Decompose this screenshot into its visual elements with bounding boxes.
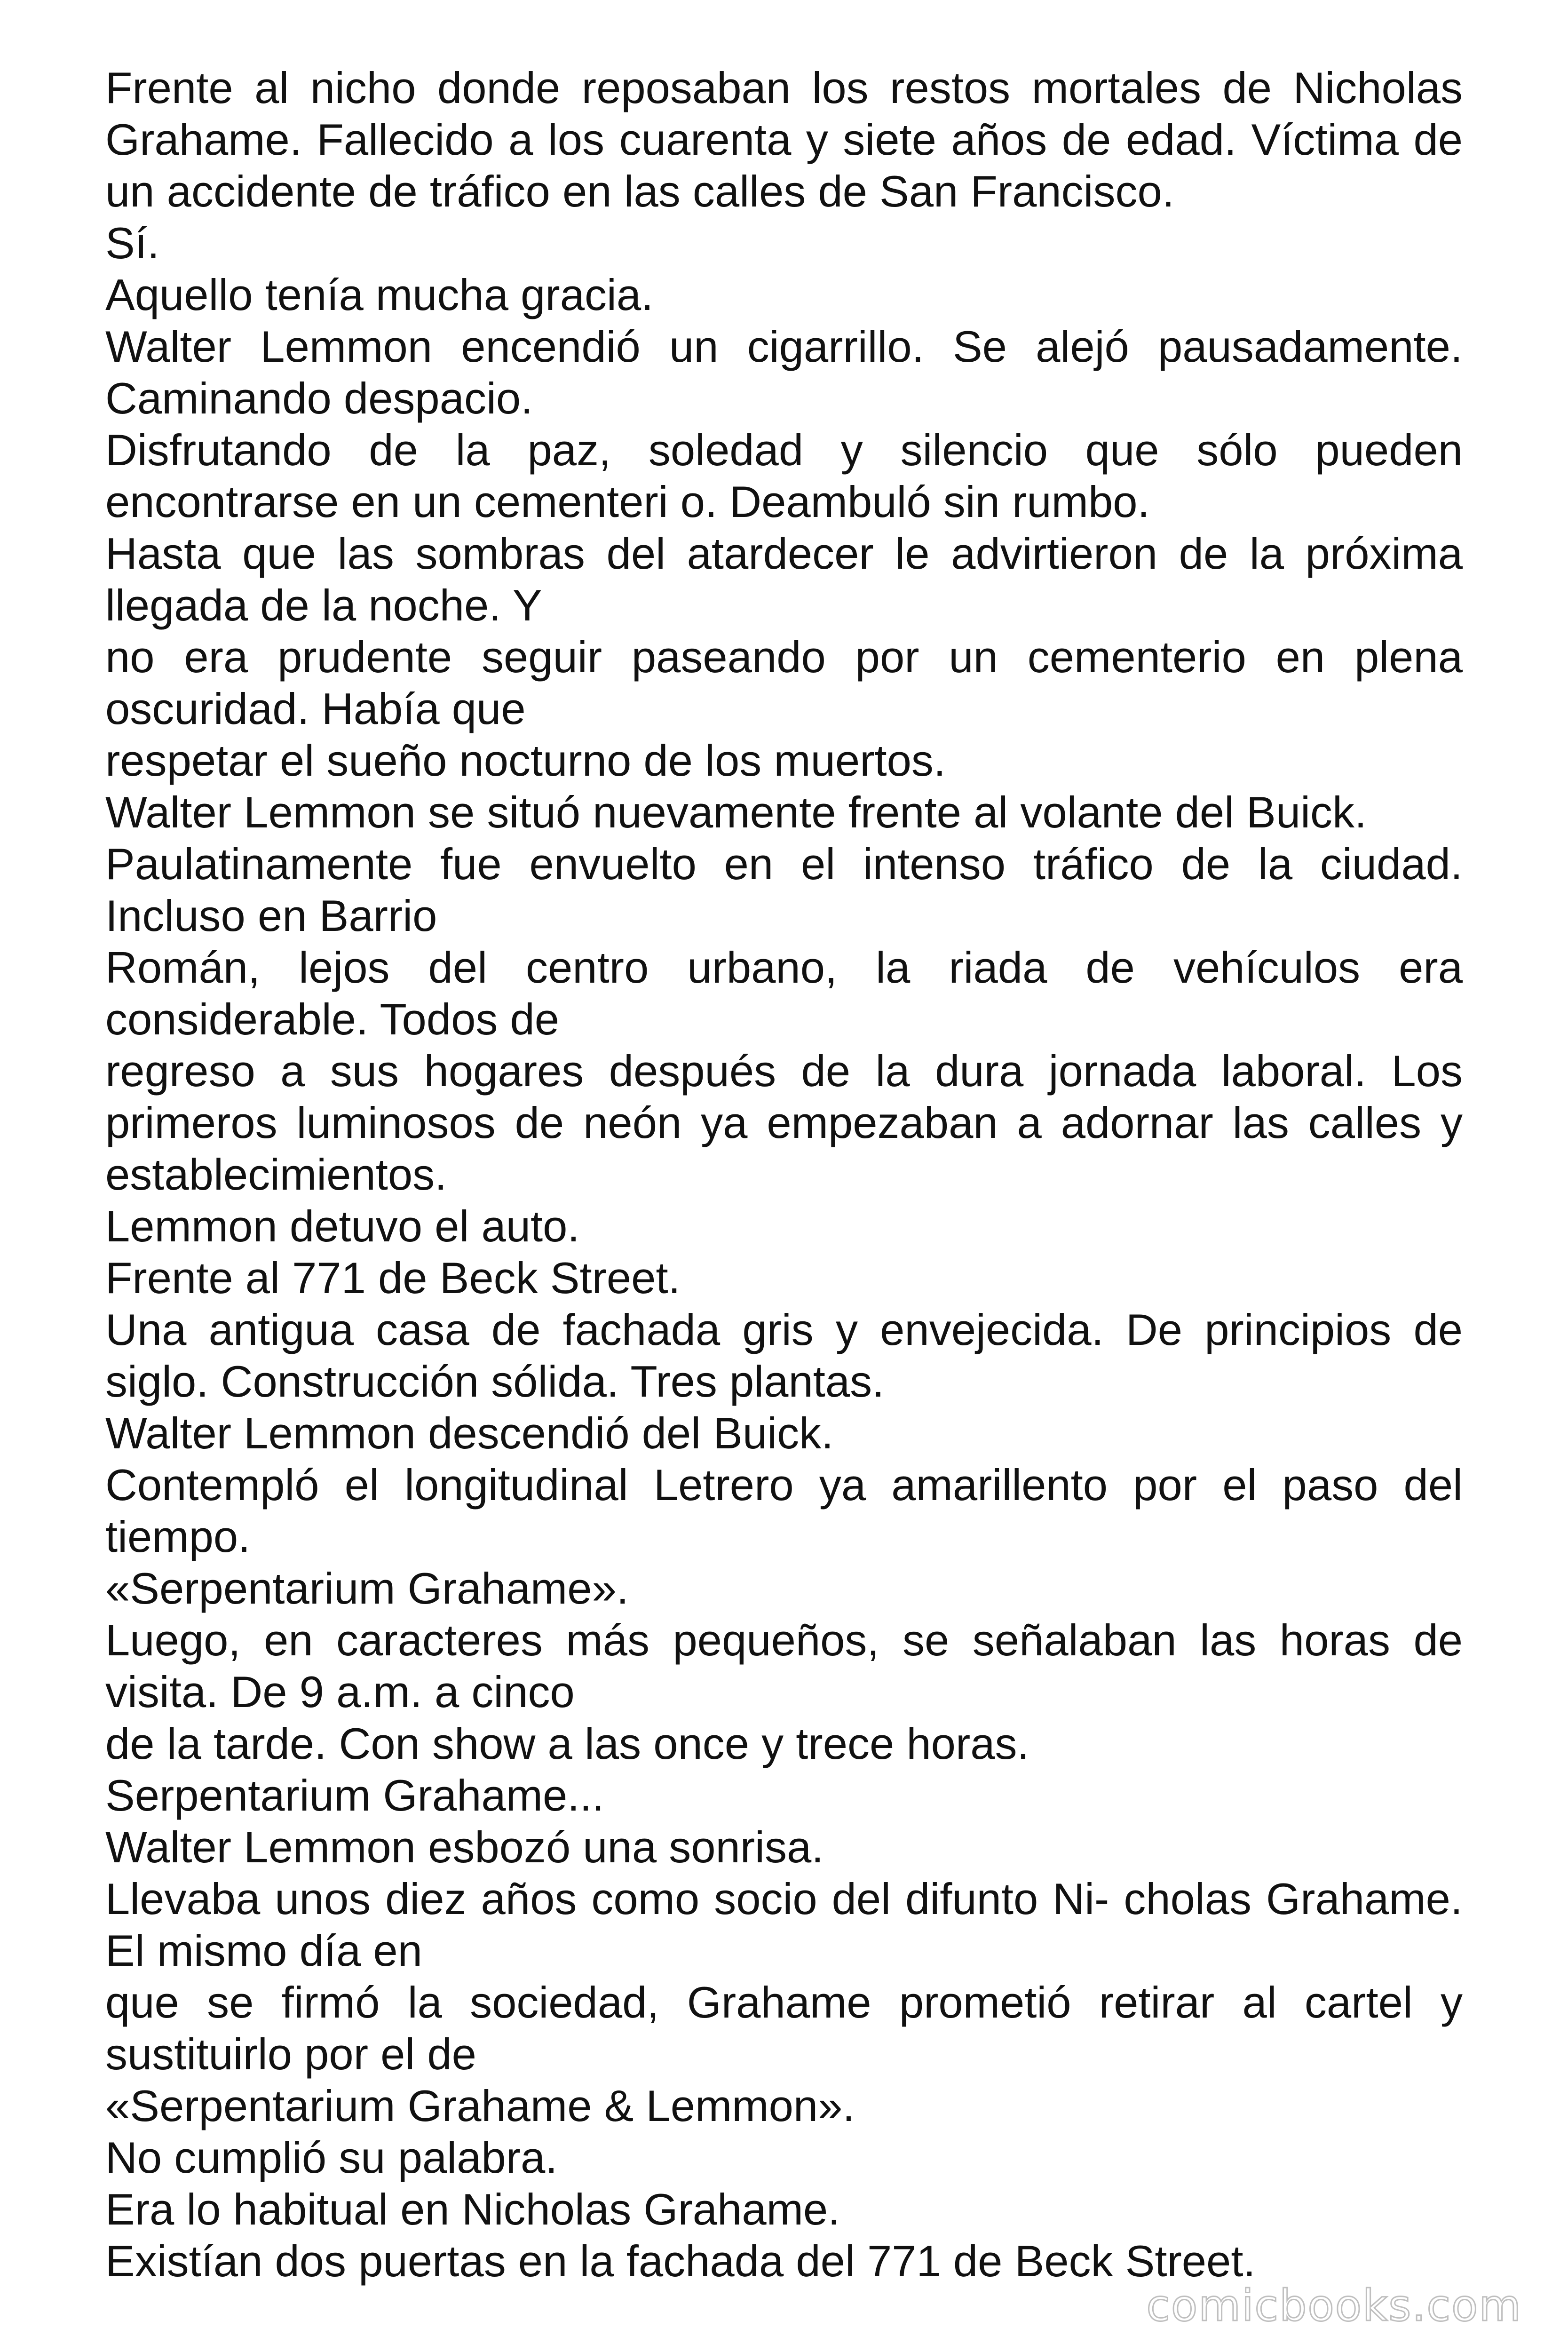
paragraph: Aquello tenía mucha gracia. — [105, 270, 654, 319]
paragraph: Serpentarium Grahame... — [105, 1771, 604, 1820]
paragraph: Lemmon detuvo el auto. — [105, 1201, 580, 1251]
paragraph: Walter Lemmon se situó nuevamente frente al volante del Buick. — [105, 787, 1367, 837]
paragraph: «Serpentarium Grahame». — [105, 1564, 629, 1613]
paragraph: Contempló el longitudinal Letrero ya amarillento por el paso del tiempo. — [105, 1460, 1463, 1561]
paragraph: Paulatinamente fue envuelto en el intenso tráfico de la ciudad. Incluso en Barrio — [105, 839, 1463, 940]
paragraph: Luego, en caracteres más pequeños, se señalaban las horas de visita. De 9 a.m. a cinco — [105, 1615, 1463, 1716]
paragraph: que se firmó la sociedad, Grahame prometió retirar al cartel y sustituirlo por el de — [105, 1978, 1463, 2079]
paragraph: Hasta que las sombras del atardecer le advirtieron de la próxima llegada de la noche. Y — [105, 529, 1463, 630]
paragraph: «Serpentarium Grahame & Lemmon». — [105, 2081, 855, 2130]
paragraph: Sí. — [105, 218, 159, 268]
paragraph: regreso a sus hogares después de la dura jornada laboral. Los primeros luminosos de neón ya empezaban a adornar las calles y establecimientos. — [105, 1046, 1463, 1199]
paragraph: Frente al 771 de Beck Street. — [105, 1253, 681, 1303]
paragraph: Frente al nicho donde reposaban los restos mortales de Nicholas Grahame. Fallecido a los cuarenta y siete años de edad. Víctima de un accidente de tráfico en las calles de San Francisco. — [105, 63, 1463, 216]
paragraph: no era prudente seguir paseando por un cementerio en plena oscuridad. Había que — [105, 632, 1463, 733]
paragraph: Era lo habitual en Nicholas Grahame. — [105, 2185, 840, 2234]
paragraph: de la tarde. Con show a las once y trece horas. — [105, 1719, 1029, 1768]
paragraph: Román, lejos del centro urbano, la riada de vehículos era considerable. Todos de — [105, 943, 1463, 1044]
paragraph: Llevaba unos diez años como socio del difunto Ni- cholas Grahame. El mismo día en — [105, 1874, 1463, 1975]
page-body — [105, 62, 1463, 2287]
paragraph: respetar el sueño nocturno de los muertos. — [105, 736, 946, 785]
paragraph: Walter Lemmon esbozó una sonrisa. — [105, 1822, 824, 1872]
paragraph: Walter Lemmon encendió un cigarrillo. Se alejó pausadamente. Caminando despacio. — [105, 322, 1463, 423]
paragraph: Una antigua casa de fachada gris y envejecida. De principios de siglo. Construcción sólida. Tres plantas. — [105, 1305, 1463, 1406]
watermark: comicbooks.com — [1146, 2280, 1522, 2331]
paragraph: Existían dos puertas en la fachada del 771 de Beck Street. — [105, 2236, 1256, 2286]
paragraph: Disfrutando de la paz, soledad y silencio que sólo pueden encontrarse en un cementeri o. Deambuló sin rumbo. — [105, 425, 1463, 526]
paragraph: No cumplió su palabra. — [105, 2133, 558, 2182]
paragraph: Walter Lemmon descendió del Buick. — [105, 1408, 834, 1458]
